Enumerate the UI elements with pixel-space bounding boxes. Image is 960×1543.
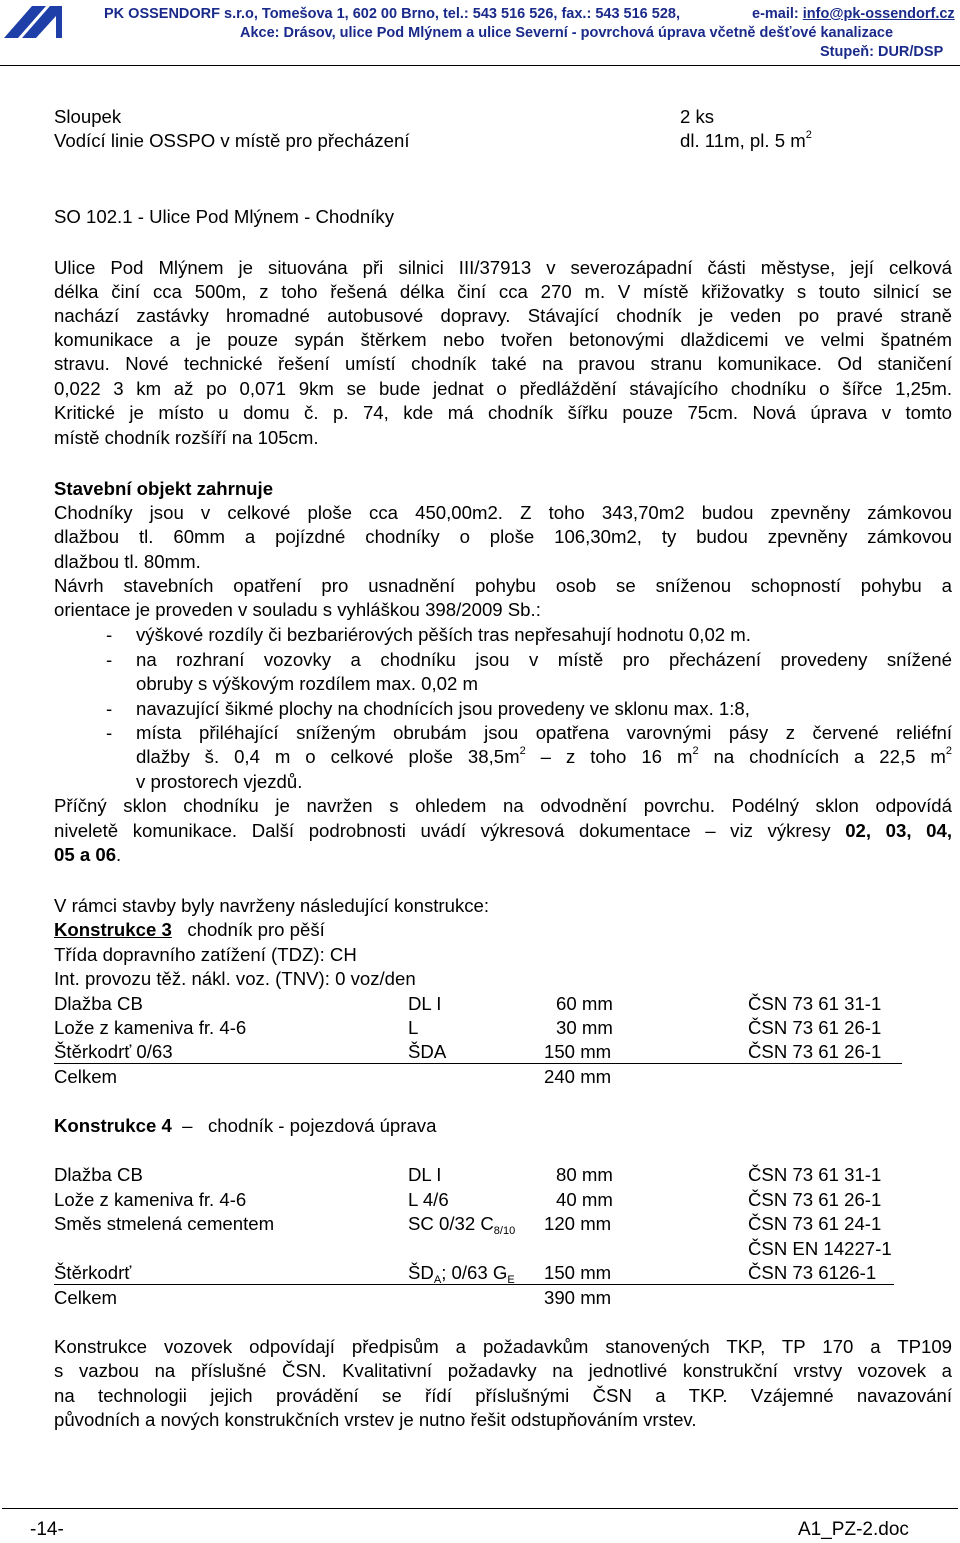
layer-thickness: 120 mm — [544, 1213, 612, 1234]
layer-name: Štěrkodrť — [54, 1262, 132, 1283]
bullet-dash: - — [106, 722, 113, 743]
item-value: 2 ks — [680, 106, 715, 127]
scope-line: dlažbou tl. 60mm a pojízdné chodníky o ploše 106,30m2, ty budou zpevněny zámkovou — [54, 526, 952, 547]
layer-norm: ČSN EN 14227-1 — [748, 1238, 892, 1259]
layer-name: Směs stmelená cementem — [54, 1213, 275, 1234]
layer-name: Dlažba CB — [54, 993, 143, 1014]
page-number: -14- — [30, 1519, 64, 1540]
header-stage: Stupeň: DUR/DSP — [820, 44, 944, 60]
intro-line: Ulice Pod Mlýnem je situována při silnici III/37913 v severozápadní části městyse, její celková — [54, 257, 952, 278]
scope-line: dlažbou tl. 80mm. — [54, 551, 201, 572]
layer-thickness: 60 mm — [556, 993, 613, 1014]
total-label: Celkem — [54, 1287, 118, 1308]
scope-line: Chodníky jsou v celkové ploše cca 450,00m2. Z toho 343,70m2 budou zpevněny zámkovou — [54, 502, 952, 523]
k3-tdz: Třída dopravního zatížení (TDZ): CH — [54, 944, 357, 965]
email-link[interactable]: info@pk-ossendorf.cz — [802, 6, 955, 22]
layer-norm: ČSN 73 61 31-1 — [748, 993, 882, 1014]
intro-line: místě chodník rozšíří na 105cm. — [54, 427, 319, 448]
layer-code: $ŠD_A$; 0/63 $G_E$ — [408, 1262, 515, 1286]
bullet-text: dlažby š. 0,4 m o celkové ploše $38,5m^2$ – z toho 16 $m^2$ na chodnících a 22,5 $m^2$ — [136, 745, 952, 767]
intro-line: nachází zastávky hromadné autobusové dopravy. Stávající chodník je veden po pravé straně — [54, 305, 952, 326]
section-title: SO 102.1 - Ulice Pod Mlýnem - Chodníky — [54, 206, 394, 227]
k4-heading: Konstrukce 4 – chodník - pojezdová úprava — [54, 1115, 437, 1136]
closing-line: původních a nových konstrukčních vrstev je nutno řešit odstupňováním vrstev. — [54, 1409, 697, 1430]
bullet-text: na rozhraní vozovky a chodníku jsou v místě pro přecházení provedeny snížené — [136, 649, 952, 670]
bullet-dash: - — [106, 698, 113, 719]
header-address: PK OSSENDORF s.r.o, Tomešova 1, 602 00 Brno, tel.: 543 516 526, fax.: 543 516 528, — [104, 6, 680, 22]
header-project: Akce: Drásov, ulice Pod Mlýnem a ulice Severní - povrchová úprava včetně dešťové kanalizace — [240, 25, 894, 41]
bullet-text: výškové rozdíly či bezbariérových pěších tras nepřesahují hodnotu 0,02 m. — [136, 624, 751, 645]
closing-line: s vazbou na příslušné ČSN. Kvalitativní požadavky na jednotlivé konstrukční vrstvy vozovek a — [54, 1360, 952, 1381]
layer-name: Dlažba CB — [54, 1164, 143, 1185]
email-label: e-mail: — [752, 6, 799, 22]
layer-thickness: 80 mm — [556, 1164, 613, 1185]
layer-name: Lože z kameniva fr. 4-6 — [54, 1189, 247, 1210]
bullet-text: obruby s výškovým rozdílem max. 0,02 m — [136, 673, 479, 694]
constructions-intro: V rámci stavby byly navrženy následující konstrukce: — [54, 895, 490, 916]
header-email — [752, 5, 955, 24]
layer-code: DL I — [408, 1164, 442, 1185]
bullet-dash: - — [106, 649, 113, 670]
layer-norm: ČSN 73 6126-1 — [748, 1262, 877, 1283]
slope-line: niveletě komunikace. Další podrobnosti uvádí výkresová dokumentace – viz výkresy 02, 03, 04, — [54, 820, 952, 841]
footer-rule — [2, 1508, 958, 1509]
layer-thickness: 40 mm — [556, 1189, 613, 1210]
layer-norm: ČSN 73 61 26-1 — [748, 1017, 882, 1038]
bullet-text: v prostorech vjezdů. — [136, 771, 303, 792]
layer-thickness: 150 mm — [544, 1041, 612, 1062]
item-label: Sloupek — [54, 106, 122, 127]
layer-code: ŠDA — [408, 1041, 447, 1062]
slope-line: 05 a 06. — [54, 844, 122, 865]
file-name: A1_PZ-2.doc — [798, 1519, 909, 1540]
k3-heading: Konstrukce 3 chodník pro pěší — [54, 919, 325, 940]
layer-name: Štěrkodrť 0/63 — [54, 1041, 173, 1062]
header-rule — [0, 65, 960, 66]
layer-code: DL I — [408, 993, 442, 1014]
layer-name: Lože z kameniva fr. 4-6 — [54, 1017, 247, 1038]
bullet-text: místa přiléhající sníženým obrubám jsou opatřena varovnými pásy z červené reliéfní — [136, 722, 952, 743]
intro-line: 0,022 3 km až po 0,071 9km se bude jednat o předláždění stávajícího chodníku o šířce 1,25m. — [54, 378, 952, 399]
layer-thickness: 30 mm — [556, 1017, 613, 1038]
layer-norm: ČSN 73 61 31-1 — [748, 1164, 882, 1185]
intro-line: komunikace a je pouze sypán štěrkem nebo tvořen betonovými dlaždicemi ve velmi špatném — [54, 329, 952, 350]
layer-norm: ČSN 73 61 24-1 — [748, 1213, 882, 1234]
closing-line: na technologii jejich provádění se řídí příslušnými ČSN a TKP. Vzájemné navazování — [54, 1385, 952, 1406]
layer-code: L — [408, 1017, 419, 1038]
company-logo — [2, 4, 64, 40]
layer-code: L 4/6 — [408, 1189, 449, 1210]
bullet-text: navazující šikmé plochy na chodnících jsou provedeny ve sklonu max. 1:8, — [136, 698, 750, 719]
layer-thickness: 150 mm — [544, 1262, 612, 1283]
layer-norm: ČSN 73 61 26-1 — [748, 1041, 882, 1062]
total-value: 240 mm — [544, 1066, 612, 1087]
bullet-dash: - — [106, 624, 113, 645]
total-label: Celkem — [54, 1066, 118, 1087]
k3-tnv: Int. provozu těž. nákl. voz. (TNV): 0 voz/den — [54, 968, 416, 989]
total-value: 390 mm — [544, 1287, 612, 1308]
layer-norm: ČSN 73 61 26-1 — [748, 1189, 882, 1210]
layer-code: SC 0/32 $C_{8/10}$ — [408, 1213, 516, 1237]
scope-title: Stavební objekt zahrnuje — [54, 478, 274, 499]
intro-line: Kritické je místo u domu č. p. 74, kde má chodník šířku pouze 75cm. Nová úprava v tomto — [54, 402, 952, 423]
scope-line: orientace je proveden v souladu s vyhláškou 398/2009 Sb.: — [54, 599, 541, 620]
intro-line: stravu. Nové technické řešení umístí chodník také na pravou stranu komunikace. Od staničení — [54, 353, 952, 374]
scope-line: Návrh stavebních opatření pro usnadnění pohybu osob se sníženou schopností pohybu a — [54, 575, 952, 596]
item-label: Vodící linie OSSPO v místě pro přecházení — [54, 130, 410, 151]
intro-line: délka činí cca 500m, z toho řešená délka činí cca 270 m. V místě křižovatky s touto silnicí se — [54, 281, 952, 302]
closing-line: Konstrukce vozovek odpovídají předpisům a požadavkům stanovených TKP, TP 170 a TP109 — [54, 1336, 952, 1357]
item-value: dl. 11m, pl. 5 $m^2$ — [680, 129, 812, 151]
slope-line: Příčný sklon chodníku je navržen s ohledem na odvodnění povrchu. Podélný sklon odpovídá — [54, 795, 952, 816]
